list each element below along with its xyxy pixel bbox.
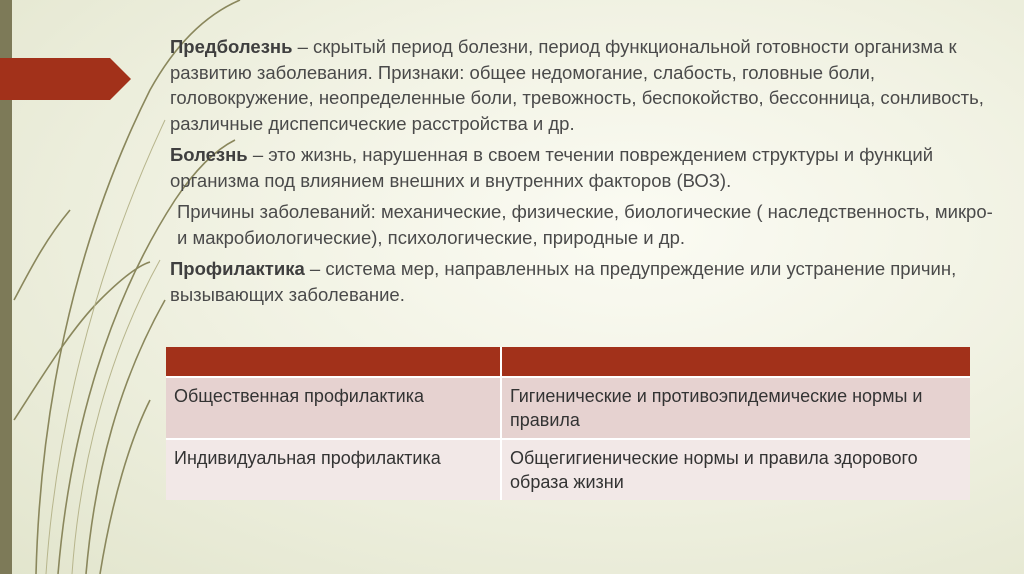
main-text [150,34,1000,307]
table-header-cell [166,347,501,377]
paragraph-profilaktika [150,256,1000,307]
term-profilaktika: Профилактика [170,258,305,279]
paragraph-causes: Причины заболеваний: механические, физические, биологические ( наследственность, микро- и макробиологические), психологические, природные и др. [177,201,993,248]
table-cell-type: Общественная профилактика [166,377,501,439]
definition-profilaktika: – система мер, направленных на предупреждение или устранение причин, вызывающих заболевание. [170,258,957,305]
prevention-table [166,347,970,500]
table-row [166,439,970,500]
table-cell-measures: Общегигиенические нормы и правила здорового образа жизни [501,439,970,500]
definition-bolezn: – это жизнь, нарушенная в своем течении повреждением структуры и функций организма под влиянием внешних и внутренних факторов (ВОЗ). [170,144,934,191]
definition-predbolezn: – скрытый период болезни, период функциональной готовности организма к развитию заболевания. Признаки: общее недомогание, слабость, головные боли, головокружение, неопределенные боли, тревожность, беспокойство, бессонница, сонливость, различные диспепсические расстройства и др. [170,36,984,134]
table-cell-measures: Гигиенические и противоэпидемические нормы и правила [501,377,970,439]
table-header-cell [501,347,970,377]
term-bolezn: Болезнь [170,144,248,165]
paragraph-predbolezn [150,34,1000,136]
table-row [166,377,970,439]
red-arrow-shape [0,58,131,100]
table-header-row [166,347,970,377]
paragraph-bolezn [150,142,1000,193]
term-predbolezn: Предболезнь [170,36,293,57]
table-cell-type: Индивидуальная профилактика [166,439,501,500]
